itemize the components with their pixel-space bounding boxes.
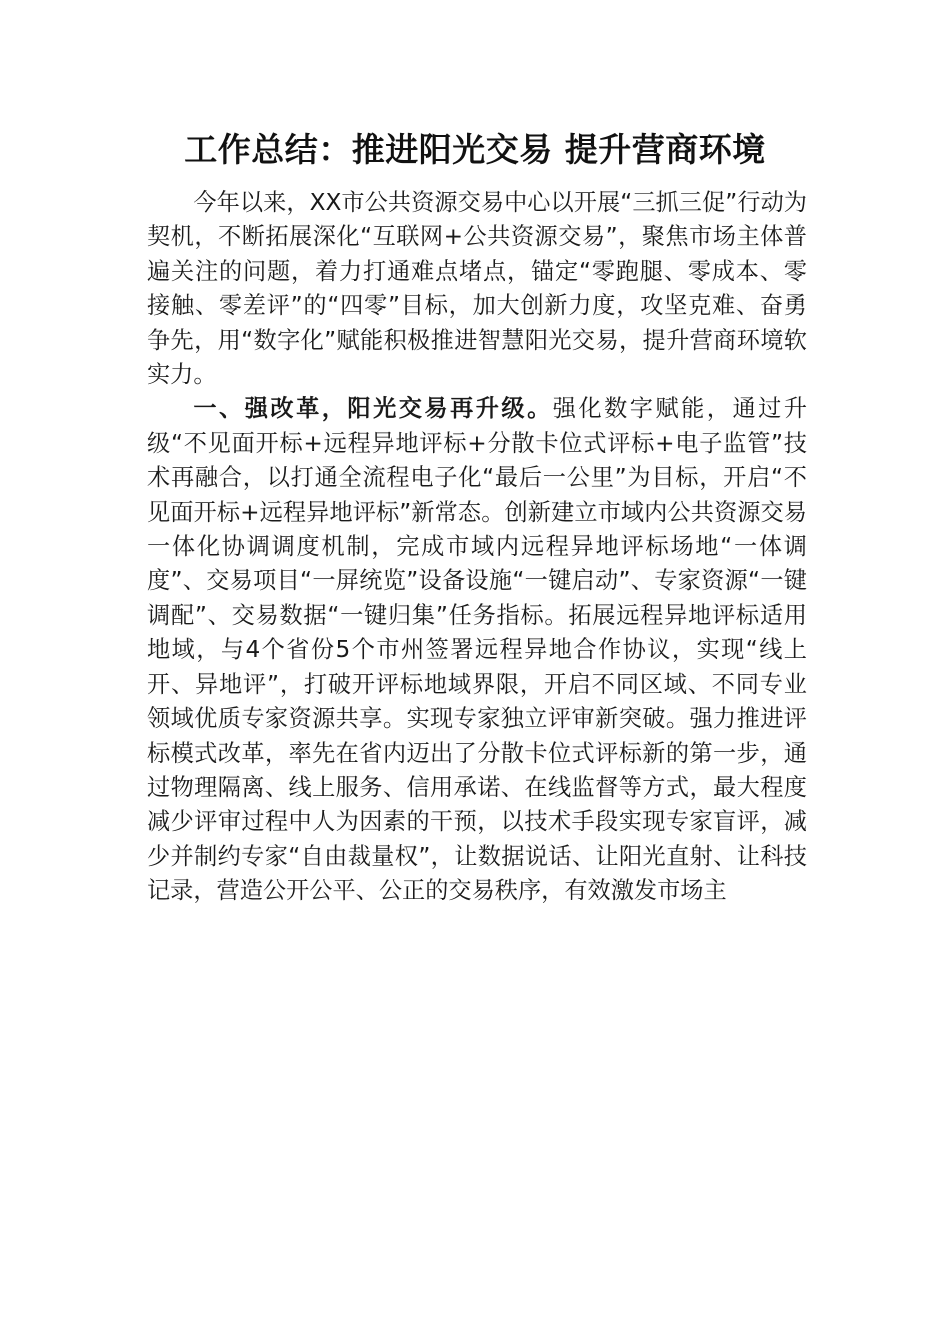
section-one-paragraph [147,392,807,908]
paragraph-text: 强化数字赋能，通过升级“不见面开标+远程异地评标+分散卡位式评标+电子监管”技术再融合，以打通全流程电子化“最后一公里”为目标，开启“不见面开标+远程异地评标”新常态。创新建立市域内公共资源交易一体化协调调度机制，完成市域内远程异地评标场地“一体调度”、交易项目“一屏统览”设备设施“一键启动”、专家资源“一键调配”、交易数据“一键归集”任务指标。拓展远程异地评标适用地域，与4个省份5个市州签署远程异地合作协议，实现“线上开、异地评”，打破开评标地域界限，开启不同区域、不同专业领域优质专家资源共享。实现专家独立评审新突破。强力推进评标模式改革，率先在省内迈出了分散卡位式评标新的第一步，通过物理隔离、线上服务、信用承诺、在线监督等方式，最大程度减少评审过程中人为因素的干预，以技术手段实现专家盲评，减少并制约专家“自由裁量权”，让数据说话、让阳光直射、让科技记录，营造公开公平、公正的交易秩序，有效激发市场主 [147,395,808,905]
intro-paragraph [147,186,807,392]
document-body [147,186,807,909]
document-title: 工作总结：推进阳光交易 提升营商环境 [184,130,766,169]
paragraph-text: 今年以来，XX市公共资源交易中心以开展“三抓三促”行动为契机，不断拓展深化“互联网+公共资源交易”，聚焦市场主体普遍关注的问题，着力打通难点堵点，锚定“零跑腿、零成本、零接触、零差评”的“四零”目标，加大创新力度，攻坚克难、奋勇争先，用“数字化”赋能积极推进智慧阳光交易，提升营商环境软实力。 [147,189,807,389]
section-heading: 一、强改革，阳光交易再升级。 [193,395,553,423]
